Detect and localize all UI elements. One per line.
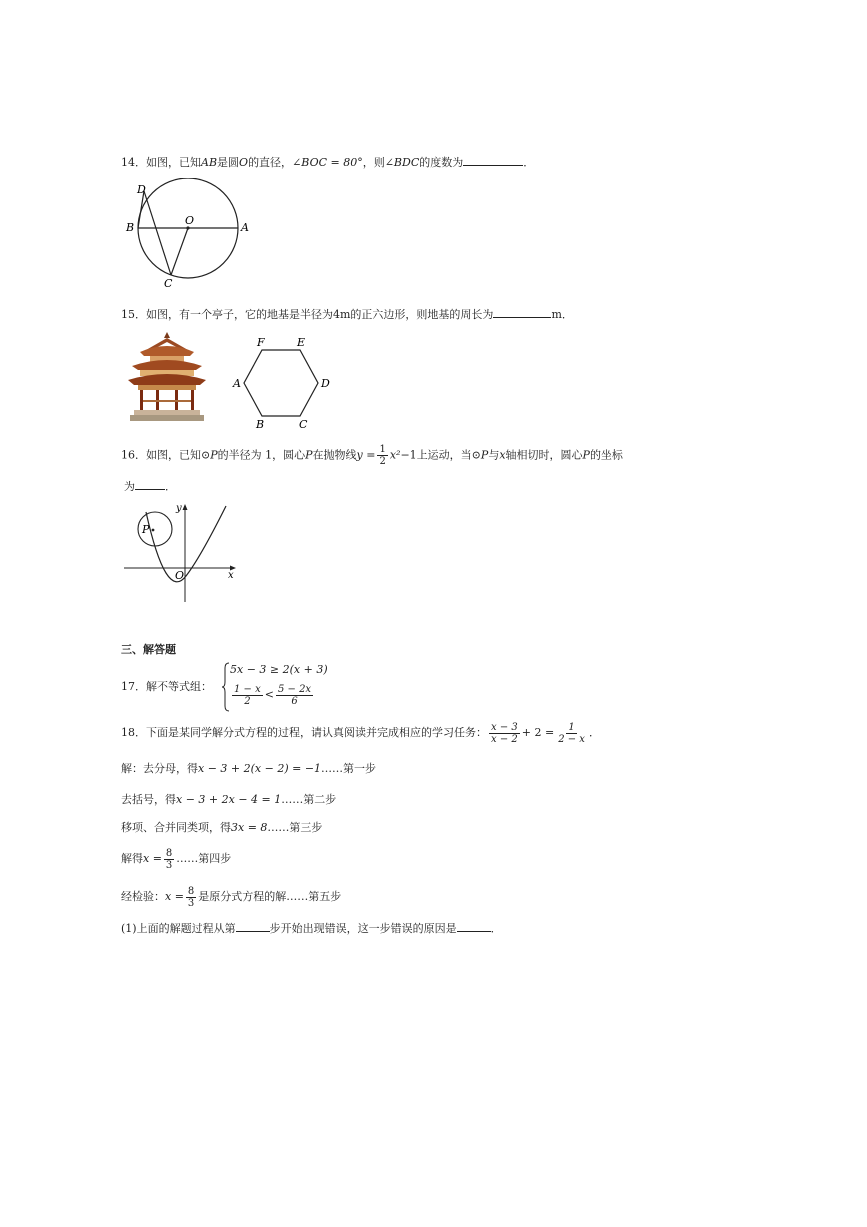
q18-text: 18．下面是某同学解分式方程的过程，请认真阅读并完成相应的学习任务： $\frac{x - 3}{x - 2}$ + 2 = $\frac{1}{2 - x}$ ． bbox=[121, 721, 600, 745]
q17-brace-icon bbox=[222, 662, 230, 712]
q16-text: 16．如图，已知⊙P的半径为 1，圆心P在抛物线y = $\frac{1}{2}$ x²−1上运动，当⊙P与x轴相切时，圆心P的坐标 bbox=[121, 444, 623, 467]
label-b: B bbox=[256, 418, 265, 430]
label-x: x bbox=[228, 570, 234, 581]
label-o: O bbox=[185, 214, 195, 227]
q18-step-5: 经检验：x = $\frac{8}{3}$ 是原分式方程的解……第五步 bbox=[121, 885, 342, 909]
q18-subquestion-1: (1)上面的解题过程从第 步开始出现错误，这一步错误的原因是 ． bbox=[121, 922, 502, 935]
label-d: D bbox=[321, 377, 330, 390]
label-a: A bbox=[241, 221, 249, 234]
label-o: O bbox=[175, 569, 185, 582]
q17-inequality-1: 5x − 3 ≥ 2(x + 3) bbox=[230, 663, 328, 676]
section-title: 三、解答题 bbox=[121, 643, 176, 656]
q16-text-line2: 为 ． bbox=[124, 480, 176, 493]
label-d: D bbox=[137, 183, 146, 196]
label-c: C bbox=[299, 418, 308, 430]
q14-answer-blank[interactable] bbox=[463, 154, 523, 166]
label-b: B bbox=[126, 221, 135, 234]
q15-answer-blank[interactable] bbox=[493, 306, 551, 318]
label-e: E bbox=[297, 336, 306, 349]
q18-step-4: 解得x = $\frac{8}{3}$ ……第四步 bbox=[121, 847, 232, 871]
q17-inequality-2: $\frac{1 - x}{2}$ < $\frac{5 - 2x}{6}$ bbox=[234, 683, 312, 707]
q18-step-1: 解：去分母，得x − 3 + 2(x − 2) = −1……第一步 bbox=[121, 762, 377, 775]
q18-reason-blank[interactable] bbox=[457, 920, 491, 932]
label-f: F bbox=[257, 336, 265, 349]
hexagon-figure bbox=[230, 336, 334, 430]
parabola-figure bbox=[122, 500, 240, 604]
label-y: y bbox=[176, 503, 182, 514]
pavilion-image bbox=[126, 330, 208, 422]
label-c: C bbox=[164, 277, 173, 290]
label-p: P bbox=[142, 523, 150, 536]
q14-circle-figure bbox=[124, 178, 254, 290]
label-a: A bbox=[233, 377, 241, 390]
q16-fraction: $\frac{1}{2}$ bbox=[379, 444, 386, 467]
q14-text: 14．如图，已知AB是圆O的直径，∠BOC = 80°，则∠BDC的度数为 ． bbox=[121, 156, 535, 169]
q17-text: 17．解不等式组： bbox=[121, 680, 212, 693]
q18-step-blank[interactable] bbox=[236, 920, 270, 932]
q18-step-2: 去括号，得x − 3 + 2x − 4 = 1……第二步 bbox=[121, 793, 337, 806]
q16-answer-blank[interactable] bbox=[135, 478, 165, 490]
q18-step-3: 移项、合并同类项，得3x = 8……第三步 bbox=[121, 821, 323, 834]
q15-text: 15．如图，有一个亭子，它的地基是半径为4m的正六边形，则地基的周长为 m． bbox=[121, 308, 573, 321]
